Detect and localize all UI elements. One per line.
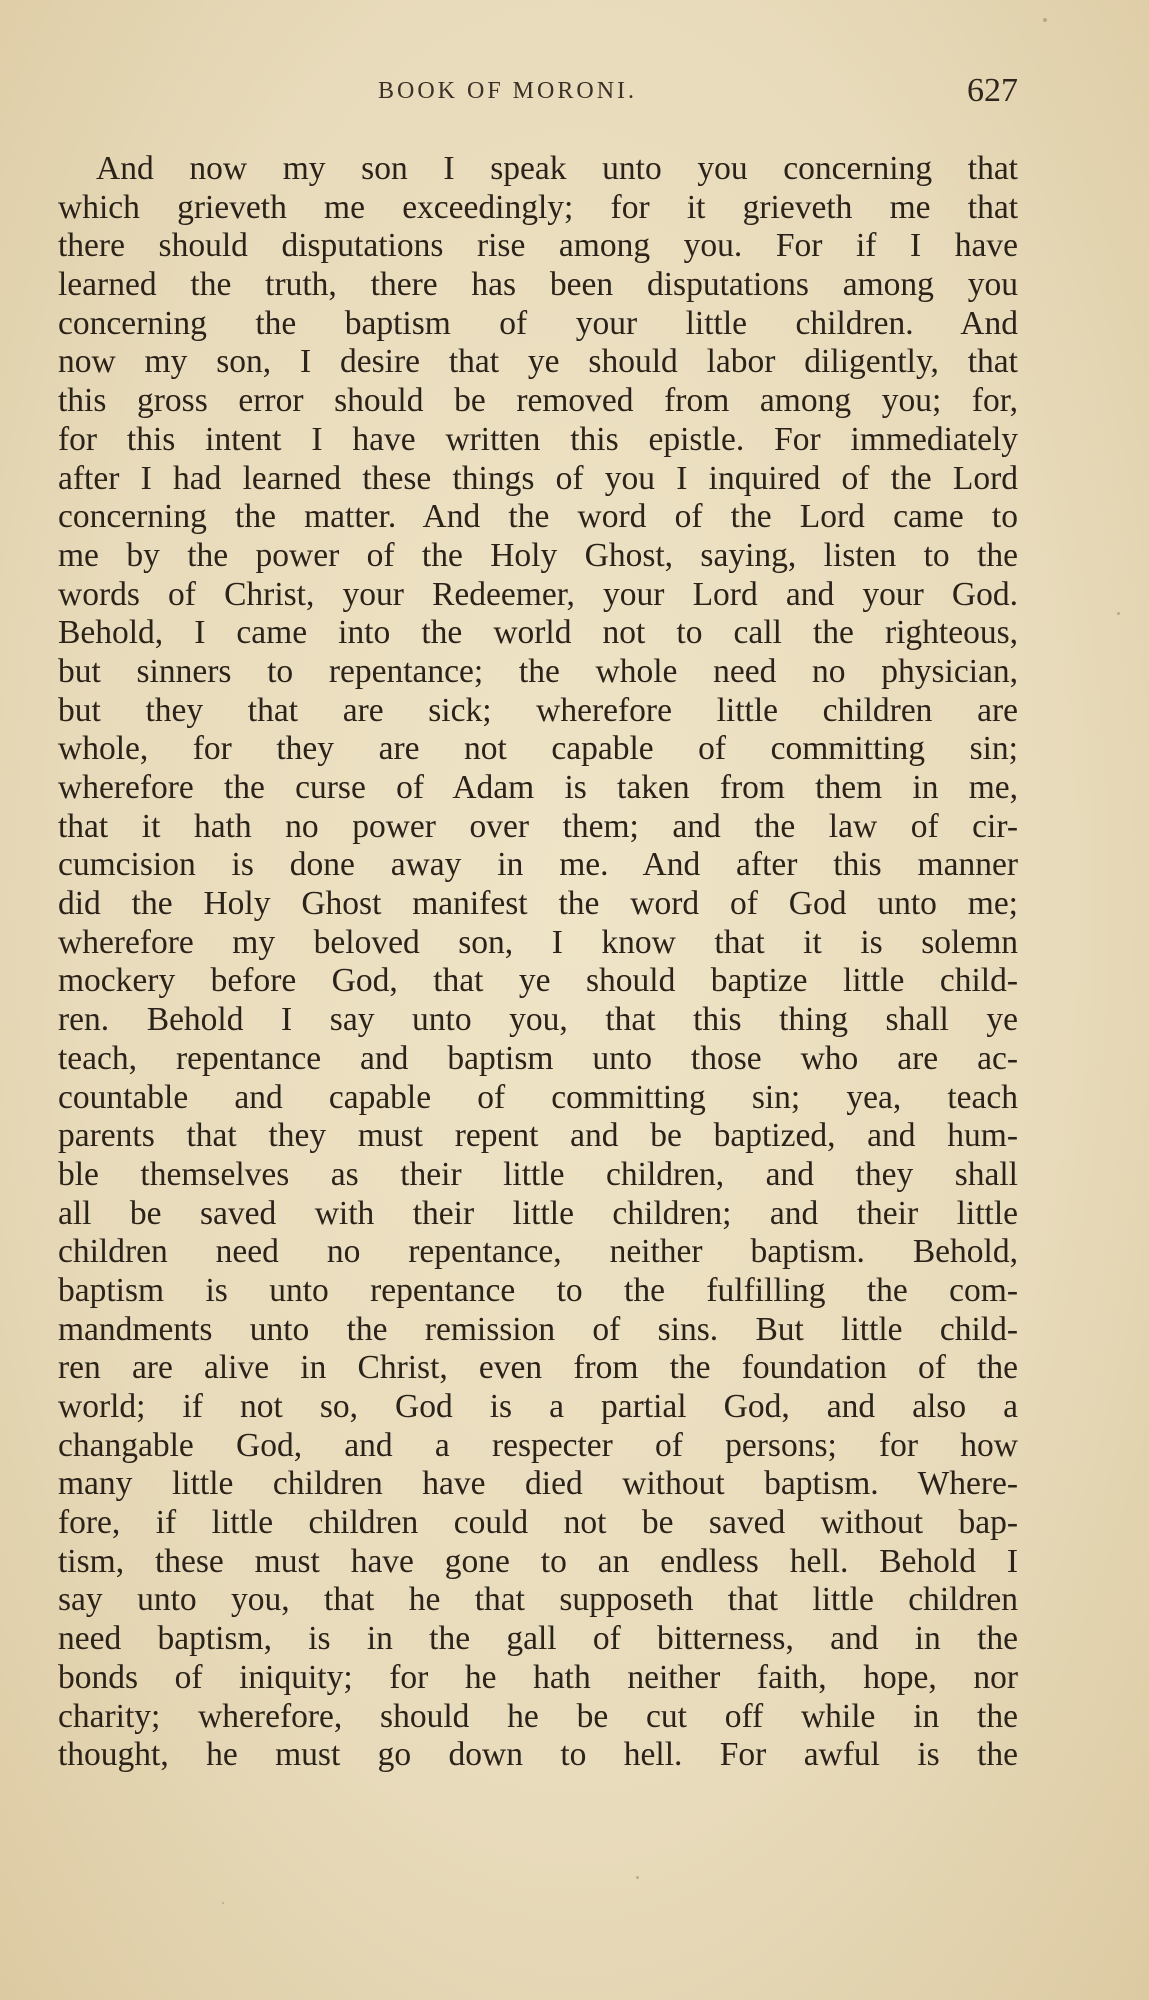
- text-line: wherefore my beloved son, I know that it is solemn: [58, 923, 1018, 961]
- text-line: thought, he must go down to hell. For awful is the: [58, 1736, 1018, 1774]
- text-line: tism, these must have gone to an endless hell. Behold I: [58, 1542, 1018, 1580]
- text-line: did the Holy Ghost manifest the word of God unto me;: [58, 885, 1018, 923]
- text-line: countable and capable of committing sin; yea, teach: [58, 1078, 1018, 1116]
- text-line: changable God, and a respecter of persons; for how: [58, 1426, 1018, 1464]
- text-line: wherefore the curse of Adam is taken from them in me,: [58, 769, 1018, 806]
- text-line: concerning the baptism of your little children. And: [58, 304, 1018, 342]
- text-line: ren are alive in Christ, even from the foundation of the: [58, 1349, 1018, 1387]
- text-line: world; if not so, God is a partial God, and also a: [58, 1388, 1018, 1425]
- text-line: say unto you, that he that supposeth that little children: [58, 1581, 1018, 1619]
- text-line: Behold, I came into the world not to call the righteous,: [58, 614, 1018, 652]
- running-head: BOOK OF MORONI.: [378, 78, 638, 104]
- text-line: mandments unto the remission of sins. But little child-: [58, 1310, 1018, 1348]
- text-line: And now my son I speak unto you concerning that: [96, 150, 1018, 187]
- paper-speck: [1043, 18, 1047, 22]
- text-line: cumcision is done away in me. And after this manner: [58, 846, 1018, 884]
- page-header: [58, 72, 1018, 122]
- text-line: baptism is unto repentance to the fulfilling the com-: [58, 1271, 1018, 1309]
- text-line: now my son, I desire that ye should labor diligently, that: [58, 343, 1018, 381]
- text-line: need baptism, is in the gall of bitterness, and in the: [58, 1620, 1018, 1658]
- text-line: bonds of iniquity; for he hath neither faith, hope, nor: [58, 1658, 1018, 1696]
- text-line: many little children have died without baptism. Where-: [58, 1465, 1018, 1503]
- text-line: learned the truth, there has been disputations among you: [58, 266, 1018, 304]
- body-text: [58, 150, 1018, 1775]
- text-line: me by the power of the Holy Ghost, saying, listen to the: [58, 536, 1018, 574]
- paper-speck: [222, 1902, 224, 1904]
- text-line: there should disputations rise among you. For if I have: [58, 227, 1018, 265]
- text-line: teach, repentance and baptism unto those who are ac-: [58, 1039, 1018, 1077]
- text-line: that it hath no power over them; and the law of cir-: [58, 807, 1018, 845]
- text-line: which grieveth me exceedingly; for it grieveth me that: [58, 188, 1018, 226]
- text-line: whole, for they are not capable of committing sin;: [58, 730, 1018, 768]
- paper-speck: [636, 1876, 639, 1879]
- text-line: after I had learned these things of you I inquired of the Lord: [58, 459, 1018, 497]
- text-line: for this intent I have written this epistle. For immediately: [58, 420, 1018, 458]
- text-line: but sinners to repentance; the whole need no physician,: [58, 652, 1018, 690]
- text-line: words of Christ, your Redeemer, your Lord and your God.: [58, 575, 1018, 613]
- text-line: concerning the matter. And the word of the Lord came to: [58, 498, 1018, 536]
- text-line: this gross error should be removed from among you; for,: [58, 382, 1018, 420]
- text-line: ren. Behold I say unto you, that this thing shall ye: [58, 1001, 1018, 1039]
- paper-speck: [1117, 612, 1120, 615]
- text-line: all be saved with their little children; and their little: [58, 1194, 1018, 1232]
- text-line: but they that are sick; wherefore little children are: [58, 691, 1018, 729]
- text-line: parents that they must repent and be baptized, and hum-: [58, 1117, 1018, 1155]
- text-line: charity; wherefore, should he be cut off while in the: [58, 1697, 1018, 1735]
- page-number: 627: [967, 72, 1018, 109]
- text-line: mockery before God, that ye should baptize little child-: [58, 962, 1018, 1000]
- text-line: children need no repentance, neither baptism. Behold,: [58, 1233, 1018, 1271]
- text-line: fore, if little children could not be saved without bap-: [58, 1504, 1018, 1542]
- text-line: ble themselves as their little children, and they shall: [58, 1155, 1018, 1193]
